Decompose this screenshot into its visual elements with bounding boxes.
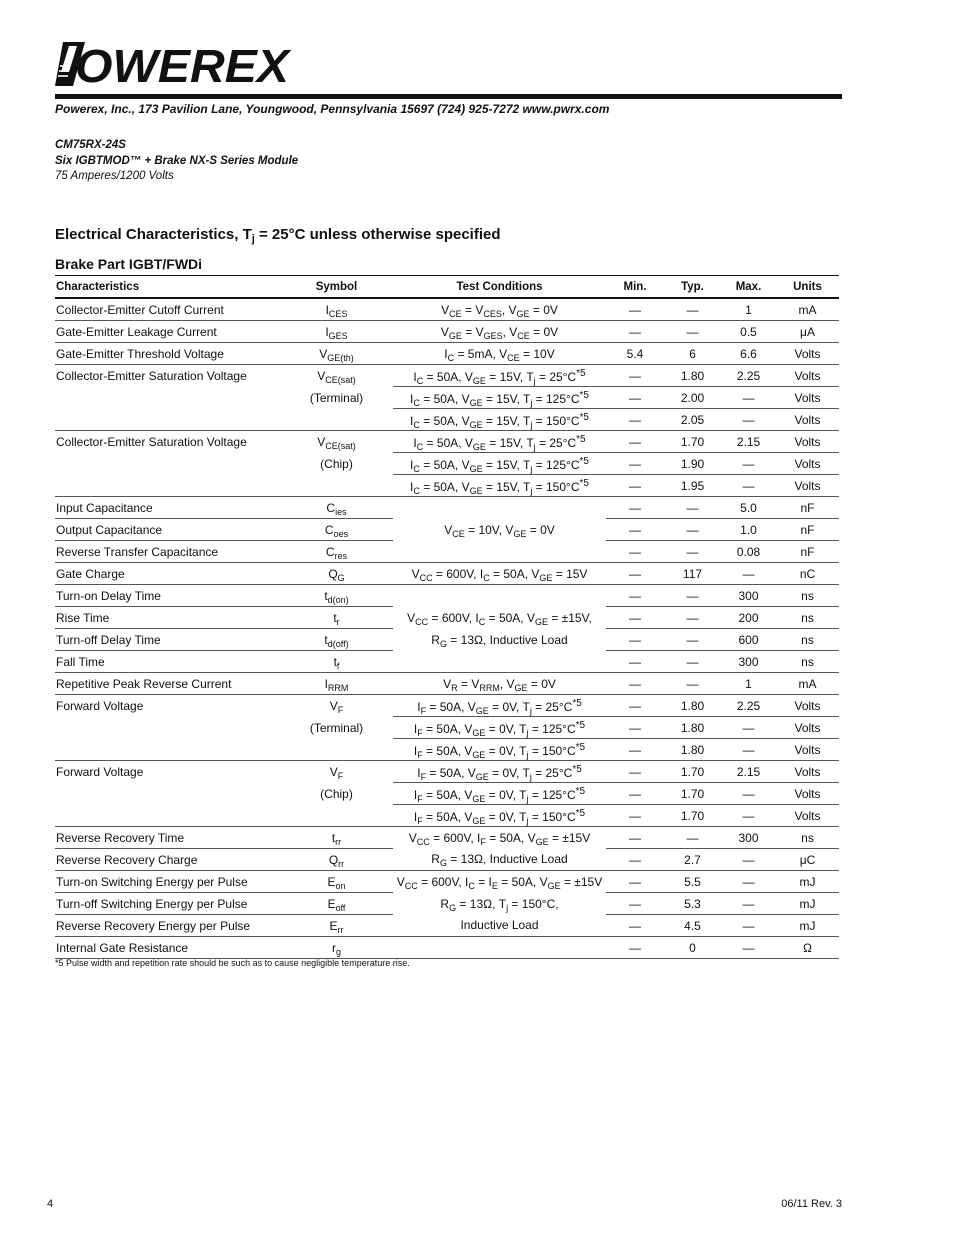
symbol-cell: $V_{CE(sat)}$	[317, 434, 356, 451]
part-number: CM75RX-24S	[55, 139, 126, 151]
max-cell: 2.25	[721, 695, 776, 717]
max-cell: —	[721, 475, 776, 497]
max-cell: 300	[721, 585, 776, 607]
characteristic-cell: Forward Voltage	[56, 764, 144, 779]
units-cell: Volts	[776, 805, 839, 827]
max-cell: 2.15	[721, 761, 776, 783]
typ-cell: 0	[664, 937, 721, 959]
test-condition-cell: $V_{CC} = 600V$, $I_C = 50A$, $V_{GE} = \pm 15V$,	[407, 610, 592, 627]
characteristic-cell: Repetitive Peak Reverse Current	[55, 673, 280, 695]
electrical-characteristics-table	[55, 275, 839, 959]
characteristic-cell: Collector-Emitter Cutoff Current	[55, 298, 280, 321]
table-row	[55, 453, 839, 475]
characteristic-cell	[55, 475, 280, 497]
units-cell: nF	[776, 541, 839, 563]
min-cell: —	[606, 365, 664, 387]
header-symbol: Symbol	[280, 276, 393, 299]
test-condition-cell	[393, 585, 606, 607]
units-cell: Volts	[776, 387, 839, 409]
symbol-cell: $V_F$	[329, 698, 344, 715]
symbol-cell: $E_{on}$	[280, 871, 393, 893]
min-cell: —	[606, 298, 664, 321]
characteristic-cell: Gate Charge	[55, 563, 280, 585]
typ-cell: —	[664, 629, 721, 651]
typ-cell: 1.70	[664, 783, 721, 805]
characteristic-cell	[55, 717, 280, 739]
typ-cell: 1.80	[664, 695, 721, 717]
units-cell: ns	[776, 585, 839, 607]
symbol-cell: $I_{CES}$	[280, 298, 393, 321]
units-cell: μC	[776, 849, 839, 871]
test-condition-cell: $I_F = 50A$, $V_{GE} = 0V$, $T_j = 150^\circ C^{*5}$	[393, 805, 606, 827]
symbol-cell: (Terminal)	[309, 720, 364, 735]
units-cell: Volts	[776, 365, 839, 387]
max-cell: —	[721, 871, 776, 893]
max-cell: 6.6	[721, 343, 776, 365]
table-row	[55, 409, 839, 431]
symbol-cell: $t_{d(off)}$	[280, 629, 393, 651]
test-condition-cell	[393, 937, 606, 959]
max-cell: 1	[721, 298, 776, 321]
page-number: 4	[47, 1198, 54, 1210]
symbol-cell: (Chip)	[320, 456, 353, 471]
units-cell: Volts	[776, 717, 839, 739]
max-cell: —	[721, 409, 776, 431]
max-cell: 0.08	[721, 541, 776, 563]
max-cell: —	[721, 805, 776, 827]
part-rating: 75 Amperes/1200 Volts	[55, 170, 174, 182]
units-cell: mA	[776, 298, 839, 321]
test-condition-cell: $I_C = 5mA$, $V_{CE} = 10V$	[393, 343, 606, 365]
table-row	[55, 827, 839, 849]
characteristic-cell: Collector-Emitter Saturation Voltage	[56, 434, 247, 449]
test-condition-cell	[393, 651, 606, 673]
table-row	[55, 783, 839, 805]
max-cell: 2.25	[721, 365, 776, 387]
header-max: Max.	[721, 276, 776, 299]
units-cell: ns	[776, 651, 839, 673]
typ-cell: 117	[664, 563, 721, 585]
typ-cell: —	[664, 519, 721, 541]
test-condition-cell: $I_F = 50A$, $V_{GE} = 0V$, $T_j = 150^\circ C^{*5}$	[393, 739, 606, 761]
units-cell: Volts	[776, 343, 839, 365]
max-cell: —	[721, 893, 776, 915]
svg-text:OWEREX: OWEREX	[75, 42, 291, 86]
typ-cell: 1.80	[664, 717, 721, 739]
max-cell: —	[721, 387, 776, 409]
units-cell: μA	[776, 321, 839, 343]
test-condition-cell	[393, 541, 606, 563]
max-cell: 1.0	[721, 519, 776, 541]
characteristic-cell: Turn-on Delay Time	[55, 585, 280, 607]
test-condition-cell: $V_{CC} = 600V$, $I_C = 50A$, $V_{GE} = 15V$	[393, 563, 606, 585]
units-cell: ns	[776, 607, 839, 629]
symbol-cell: $Q_{rr}$	[280, 849, 393, 871]
min-cell: —	[606, 871, 664, 893]
test-condition-cell: $V_{CE} = V_{CES}$, $V_{GE} = 0V$	[393, 298, 606, 321]
table-row	[55, 607, 839, 629]
table-row	[55, 915, 839, 937]
max-cell: —	[721, 849, 776, 871]
units-cell: Volts	[776, 695, 839, 717]
symbol-cell	[280, 805, 393, 827]
min-cell: —	[606, 717, 664, 739]
min-cell: —	[606, 541, 664, 563]
table-row	[55, 387, 839, 409]
header-units: Units	[776, 276, 839, 299]
max-cell: 600	[721, 629, 776, 651]
min-cell: —	[606, 629, 664, 651]
typ-cell: 5.5	[664, 871, 721, 893]
min-cell: —	[606, 673, 664, 695]
test-condition-cell: $V_{CC} = 600V$, $I_F = 50A$, $V_{GE} = \pm 15V$	[408, 830, 591, 847]
units-cell: mJ	[776, 871, 839, 893]
symbol-cell: $E_{off}$	[280, 893, 393, 915]
min-cell: —	[606, 453, 664, 475]
test-condition-cell: $V_{CC} = 600V$, $I_C = I_E = 50A$, $V_{GE} = \pm 15V$	[396, 874, 603, 891]
units-cell: ns	[776, 827, 839, 849]
symbol-cell: $I_{GES}$	[280, 321, 393, 343]
min-cell: —	[606, 893, 664, 915]
max-cell: 5.0	[721, 497, 776, 519]
characteristic-cell: Output Capacitance	[55, 519, 280, 541]
symbol-cell: $E_{rr}$	[280, 915, 393, 937]
header-characteristics: Characteristics	[55, 276, 280, 299]
characteristic-cell	[55, 739, 280, 761]
table-row	[55, 475, 839, 497]
units-cell: Volts	[776, 453, 839, 475]
min-cell: —	[606, 915, 664, 937]
test-condition-cell: $I_C = 50A$, $V_{GE} = 15V$, $T_j = 125^\circ C^{*5}$	[393, 387, 606, 409]
min-cell: —	[606, 761, 664, 783]
min-cell: —	[606, 849, 664, 871]
min-cell: —	[606, 321, 664, 343]
test-condition-cell: $I_C = 50A$, $V_{GE} = 15V$, $T_j = 150^\circ C^{*5}$	[393, 475, 606, 497]
units-cell: nF	[776, 519, 839, 541]
typ-cell: 2.7	[664, 849, 721, 871]
test-condition-cell: $I_C = 50A$, $V_{GE} = 15V$, $T_j = 25^\circ C^{*5}$	[393, 431, 606, 453]
typ-cell: 5.3	[664, 893, 721, 915]
characteristic-cell: Gate-Emitter Threshold Voltage	[55, 343, 280, 365]
header-test-conditions: Test Conditions	[393, 276, 606, 299]
typ-cell: 6	[664, 343, 721, 365]
symbol-cell: $t_f$	[280, 651, 393, 673]
units-cell: nF	[776, 497, 839, 519]
test-condition-cell: $I_F = 50A$, $V_{GE} = 0V$, $T_j = 125^\circ C^{*5}$	[393, 717, 606, 739]
units-cell: mJ	[776, 915, 839, 937]
test-condition-cell: $R_G = 13\Omega$, Inductive Load	[431, 632, 568, 649]
min-cell: —	[606, 563, 664, 585]
typ-cell: 1.90	[664, 453, 721, 475]
characteristic-cell	[55, 783, 280, 805]
symbol-cell: $I_{RRM}$	[280, 673, 393, 695]
symbol-cell: (Terminal)	[309, 390, 364, 405]
table-row	[55, 585, 839, 607]
max-cell: —	[721, 563, 776, 585]
typ-cell: 4.5	[664, 915, 721, 937]
typ-cell: —	[664, 585, 721, 607]
symbol-cell: (Chip)	[320, 786, 353, 801]
table-row	[55, 431, 839, 453]
typ-cell: 1.80	[664, 739, 721, 761]
characteristic-cell	[55, 805, 280, 827]
min-cell: 5.4	[606, 343, 664, 365]
max-cell: —	[721, 915, 776, 937]
max-cell: 200	[721, 607, 776, 629]
characteristic-cell: Gate-Emitter Leakage Current	[55, 321, 280, 343]
powerex-logo	[55, 42, 291, 86]
table-header-row	[55, 276, 839, 299]
table-row	[55, 871, 839, 893]
min-cell: —	[606, 497, 664, 519]
test-condition-cell: $V_{GE} = V_{GES}$, $V_{CE} = 0V$	[393, 321, 606, 343]
units-cell: Ω	[776, 937, 839, 959]
characteristic-cell: Reverse Recovery Charge	[55, 849, 280, 871]
symbol-cell: $t_{d(on)}$	[280, 585, 393, 607]
table-row	[55, 805, 839, 827]
table-row	[55, 717, 839, 739]
units-cell: Volts	[776, 475, 839, 497]
units-cell: Volts	[776, 739, 839, 761]
test-condition-cell: $I_C = 50A$, $V_{GE} = 15V$, $T_j = 25^\circ C^{*5}$	[393, 365, 606, 387]
table-row	[55, 497, 839, 519]
typ-cell: —	[664, 298, 721, 321]
min-cell: —	[606, 475, 664, 497]
min-cell: —	[606, 783, 664, 805]
min-cell: —	[606, 409, 664, 431]
characteristic-cell: Fall Time	[55, 651, 280, 673]
max-cell: 2.15	[721, 431, 776, 453]
characteristic-cell: Input Capacitance	[55, 497, 280, 519]
typ-cell: 1.70	[664, 805, 721, 827]
table-row	[55, 695, 839, 717]
units-cell: nC	[776, 563, 839, 585]
min-cell: —	[606, 739, 664, 761]
table-row	[55, 893, 839, 915]
min-cell: —	[606, 387, 664, 409]
characteristic-cell	[55, 387, 280, 409]
part-description: Six IGBTMOD™ + Brake NX-S Series Module	[55, 154, 299, 167]
typ-cell: —	[664, 827, 721, 849]
typ-cell: 1.70	[664, 431, 721, 453]
table-row	[55, 365, 839, 387]
footnote: *5 Pulse width and repetition rate should be such as to cause negligible temperature rise.	[55, 958, 410, 968]
table-row	[55, 761, 839, 783]
table-row	[55, 321, 839, 343]
min-cell: —	[606, 937, 664, 959]
test-condition-cell: Inductive Load	[393, 915, 606, 937]
header-rule	[55, 94, 842, 99]
min-cell: —	[606, 651, 664, 673]
max-cell: 1	[721, 673, 776, 695]
table-row	[55, 651, 839, 673]
min-cell: —	[606, 431, 664, 453]
table-row	[55, 673, 839, 695]
max-cell: —	[721, 783, 776, 805]
typ-cell: —	[664, 673, 721, 695]
typ-cell: 1.95	[664, 475, 721, 497]
typ-cell: 1.80	[664, 365, 721, 387]
header-min: Min.	[606, 276, 664, 299]
characteristic-cell: Forward Voltage	[56, 698, 144, 713]
table-row	[55, 849, 839, 871]
symbol-cell: $V_F$	[329, 764, 344, 781]
table-row	[55, 739, 839, 761]
test-condition-cell: $V_R = V_{RRM}$, $V_{GE} = 0V$	[393, 673, 606, 695]
min-cell: —	[606, 607, 664, 629]
symbol-cell: $t_{rr}$	[280, 827, 393, 849]
test-condition-cell: $I_F = 50A$, $V_{GE} = 0V$, $T_j = 25^\circ C^{*5}$	[393, 761, 606, 783]
symbol-cell: $t_r$	[280, 607, 393, 629]
units-cell: mJ	[776, 893, 839, 915]
header-typ: Typ.	[664, 276, 721, 299]
symbol-cell: $V_{CE(sat)}$	[317, 368, 356, 385]
test-condition-cell: $I_F = 50A$, $V_{GE} = 0V$, $T_j = 125^\circ C^{*5}$	[393, 783, 606, 805]
characteristic-cell: Turn-off Delay Time	[55, 629, 280, 651]
min-cell: —	[606, 519, 664, 541]
typ-cell: —	[664, 607, 721, 629]
min-cell: —	[606, 695, 664, 717]
symbol-cell: $C_{res}$	[280, 541, 393, 563]
table-row	[55, 629, 839, 651]
company-address: Powerex, Inc., 173 Pavilion Lane, Youngwood, Pennsylvania 15697 (724) 925-7272 www.pwrx.com	[55, 102, 610, 116]
characteristic-cell: Rise Time	[55, 607, 280, 629]
units-cell: Volts	[776, 783, 839, 805]
characteristic-cell: Reverse Recovery Time	[55, 827, 280, 849]
max-cell: 300	[721, 827, 776, 849]
characteristic-cell: Turn-on Switching Energy per Pulse	[55, 871, 280, 893]
table-row	[55, 298, 839, 321]
min-cell: —	[606, 805, 664, 827]
symbol-cell: $Q_G$	[280, 563, 393, 585]
typ-cell: —	[664, 541, 721, 563]
table-body	[55, 298, 839, 959]
characteristic-cell: Internal Gate Resistance	[55, 937, 280, 959]
test-condition-cell: $R_G = 13\Omega$, $T_j = 150^\circ C$,	[440, 896, 559, 913]
typ-cell: 1.70	[664, 761, 721, 783]
min-cell: —	[606, 827, 664, 849]
typ-cell: 2.05	[664, 409, 721, 431]
characteristic-cell	[55, 409, 280, 431]
test-condition-cell: $I_F = 50A$, $V_{GE} = 0V$, $T_j = 25^\circ C^{*5}$	[393, 695, 606, 717]
symbol-cell	[280, 475, 393, 497]
typ-cell: —	[664, 651, 721, 673]
max-cell: —	[721, 739, 776, 761]
typ-cell: 2.00	[664, 387, 721, 409]
symbol-cell: $r_g$	[280, 937, 393, 959]
characteristic-cell: Collector-Emitter Saturation Voltage	[56, 368, 247, 383]
table-row	[55, 563, 839, 585]
test-condition-cell	[393, 497, 606, 519]
characteristic-cell: Reverse Transfer Capacitance	[55, 541, 280, 563]
symbol-cell	[280, 409, 393, 431]
units-cell: Volts	[776, 409, 839, 431]
units-cell: mA	[776, 673, 839, 695]
units-cell: ns	[776, 629, 839, 651]
typ-cell: —	[664, 497, 721, 519]
test-condition-cell: $R_G = 13\Omega$, Inductive Load	[393, 849, 606, 871]
test-condition-cell: $V_{CE} = 10V$, $V_{GE} = 0V$	[444, 522, 555, 539]
typ-cell: —	[664, 321, 721, 343]
table-row	[55, 343, 839, 365]
max-cell: —	[721, 453, 776, 475]
revision: 06/11 Rev. 3	[781, 1198, 842, 1210]
characteristic-cell: Reverse Recovery Energy per Pulse	[55, 915, 280, 937]
test-condition-cell: $I_C = 50A$, $V_{GE} = 15V$, $T_j = 125^\circ C^{*5}$	[393, 453, 606, 475]
table-row	[55, 519, 839, 541]
test-condition-cell: $I_C = 50A$, $V_{GE} = 15V$, $T_j = 150^\circ C^{*5}$	[393, 409, 606, 431]
part-info	[55, 138, 298, 185]
max-cell: —	[721, 717, 776, 739]
table-row	[55, 937, 839, 959]
section-title: Electrical Characteristics, $T_j = 25^\circ C$ unless otherwise specified	[55, 226, 501, 245]
subsection-title: Brake Part IGBT/FWDi	[55, 256, 203, 272]
symbol-cell: $V_{GE(th)}$	[280, 343, 393, 365]
symbol-cell: $C_{ies}$	[280, 497, 393, 519]
characteristic-cell	[55, 453, 280, 475]
characteristic-cell: Turn-off Switching Energy per Pulse	[55, 893, 280, 915]
units-cell: Volts	[776, 761, 839, 783]
max-cell: —	[721, 937, 776, 959]
units-cell: Volts	[776, 431, 839, 453]
table-row	[55, 541, 839, 563]
symbol-cell	[280, 739, 393, 761]
min-cell: —	[606, 585, 664, 607]
max-cell: 0.5	[721, 321, 776, 343]
max-cell: 300	[721, 651, 776, 673]
symbol-cell: $C_{oes}$	[280, 519, 393, 541]
